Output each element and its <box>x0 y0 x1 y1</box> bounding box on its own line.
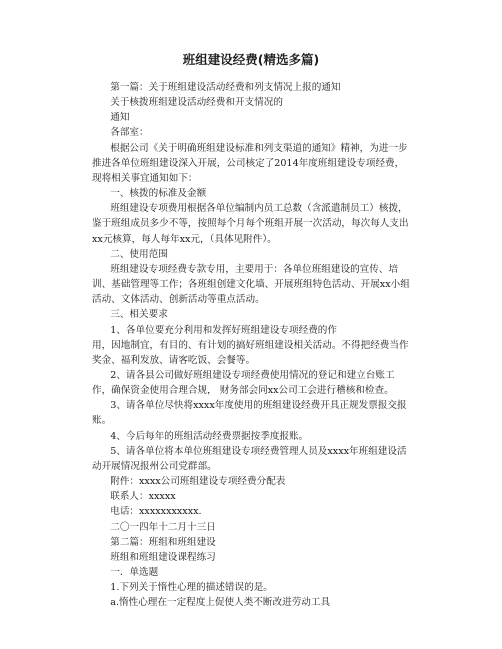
document-title: 班组建设经费(精选多篇) <box>182 52 320 67</box>
paragraph: 二、使用范围 <box>110 248 168 260</box>
paragraph: 1、各单位要充分利用和发挥好班组建设专项经费的作 <box>110 324 337 336</box>
paragraph: 2、请各县公司做好班组建设专项经费使用情况的登记和建立台账工作，确保资金使用合理合规， 财务部会同xx公司工会进行稽核和检查。 <box>92 369 395 397</box>
paragraph: 联系人：xxxxx <box>110 491 176 503</box>
paragraph: 各部室： <box>110 127 149 139</box>
paragraph: 电话：xxxxxxxxxxx. <box>110 506 202 518</box>
paragraph: 班组和班组建设课程练习 <box>110 551 216 563</box>
paragraph: 关于核拨班组建设活动经费和开支情况的 <box>110 97 283 109</box>
paragraph: 用，因地制宜，有目的、有计划的搞好班组建设相关活动。不得把经费当作奖金、福利发放、请客吃饭、会餐等。 <box>92 339 409 366</box>
paragraph: 根据公司《关于明确班组建设标准和列支渠道的通知》精神，为进一步推进各单位班组建设深入开展，公司核定了2014年度班组建设专项经费，现将相关事宜通知如下： <box>92 142 408 184</box>
paragraph: 二〇一四年十二月十三日 <box>110 521 216 533</box>
paragraph: 3、请各单位尽快将xxxx年度使用的班组建设经费开具正规发票报交报账。 <box>92 400 407 427</box>
paragraph: 附件：xxxx公司班组建设专项经费分配表 <box>110 476 286 488</box>
paragraph: 第一篇：关于班组建设活动经费和列支情况上报的通知 <box>110 82 341 93</box>
document-body <box>92 80 412 610</box>
paragraph: 1.下列关于惰性心理的描述错误的是。 <box>110 582 273 594</box>
paragraph: 通知 <box>110 112 130 124</box>
paragraph: 班组建设专项费用根据各单位编制内员工总数（含派遣制员工）核拨，鉴于班组成员多少不等，按照每个月每个班组开展一次活动，每次每人支出xx元核算，每人每年xx元，（具体见附件）。 <box>92 203 409 245</box>
paragraph: 一．单选题 <box>110 567 159 578</box>
paragraph: 4、今后每年的班组活动经费票据按季度报账。 <box>110 430 309 442</box>
paragraph: 一、核拨的标准及金额 <box>110 188 207 200</box>
paragraph: 班组建设专项经费专款专用，主要用于：各单位班组建设的宣传、培训、基础管理等工作；各班组创建文化墙、开展班组特色活动、开展xx小组活动、文体活动、创新活动等重点活动。 <box>92 263 410 306</box>
paragraph: a.惰性心理在一定程度上促使人类不断改进劳动工具 <box>110 597 331 609</box>
paragraph: 5、请各单位将本单位班组建设专项经费管理人员及xxxx年班组建设活动开展情况报州公司党群部。 <box>92 445 407 472</box>
paragraph: 第二篇：班组和班组建设 <box>110 536 216 548</box>
paragraph: 三、相关要求 <box>110 309 168 321</box>
